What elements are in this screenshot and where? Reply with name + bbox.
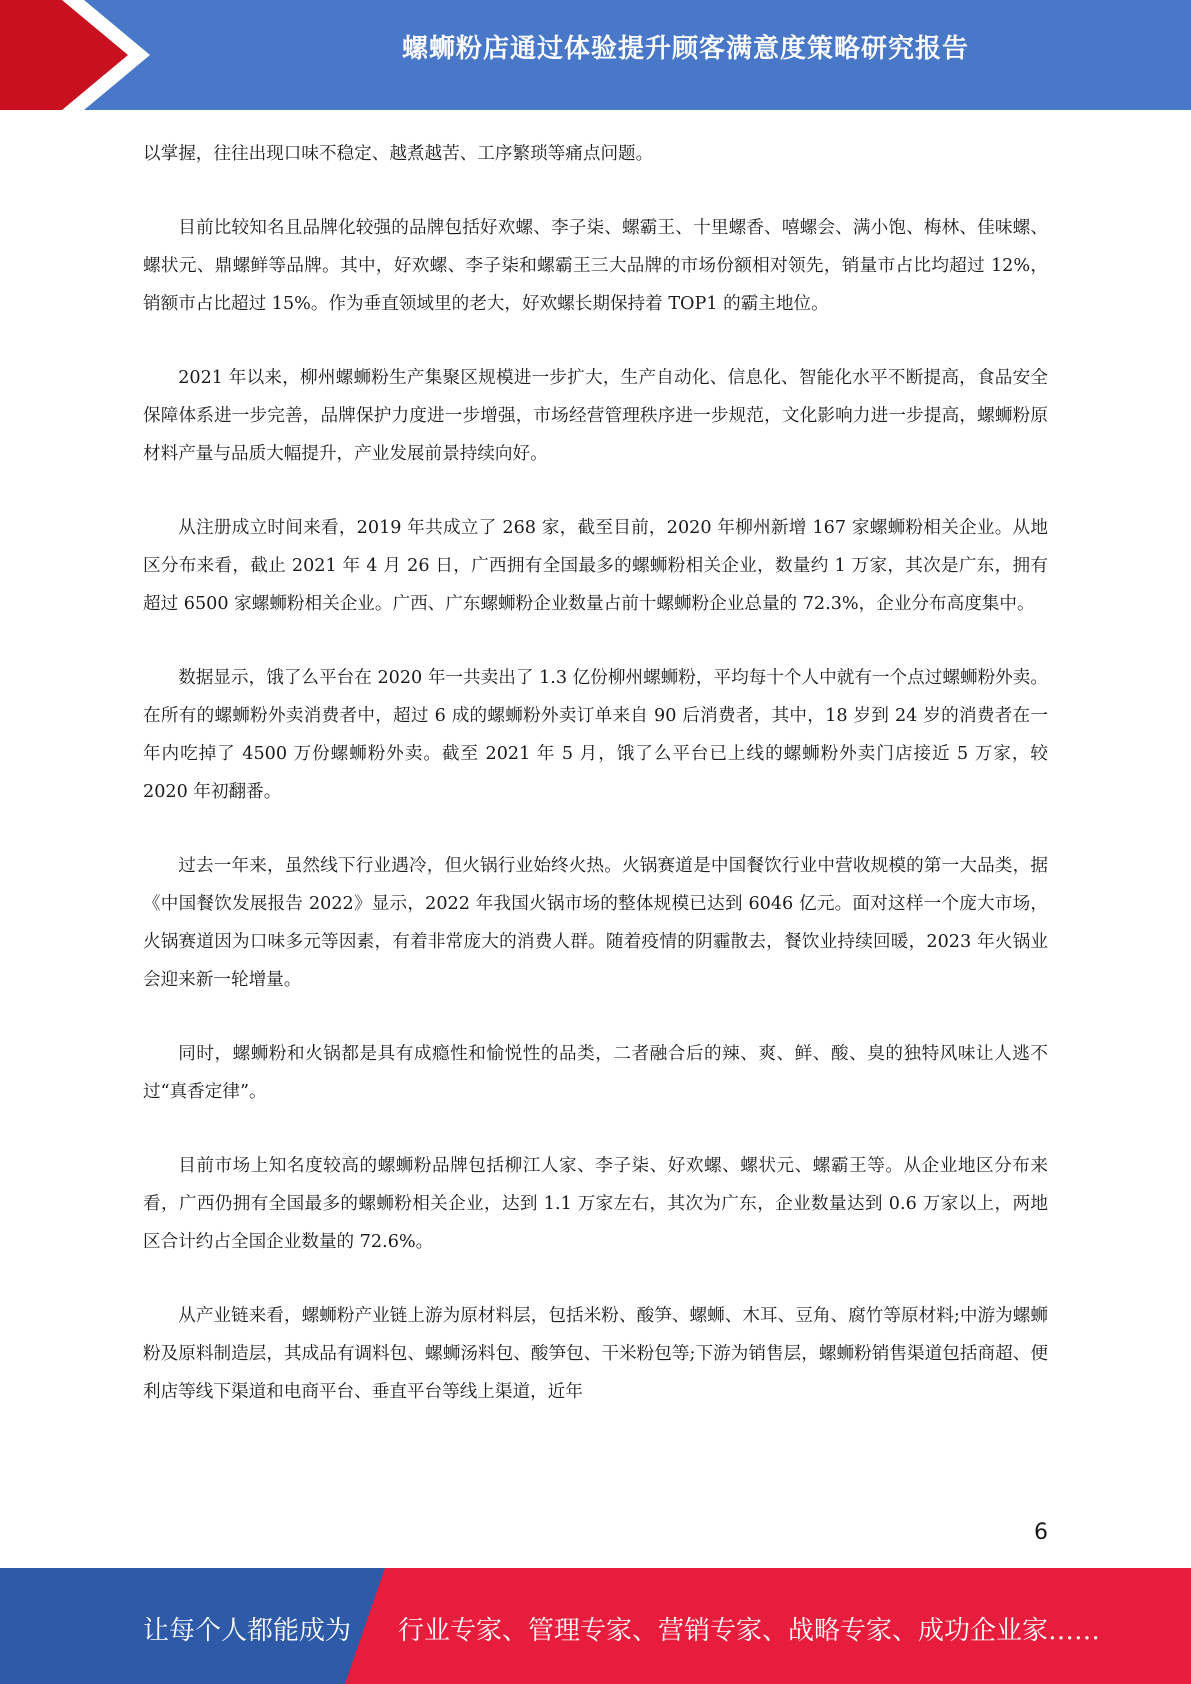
page-header (0, 0, 1191, 110)
paragraph: 同时，螺蛳粉和火锅都是具有成瘾性和愉悦性的品类，二者融合后的辣、爽、鲜、酸、臭的独特风味让人逃不过“真香定律”。 (143, 1044, 1048, 1102)
paragraph: 从注册成立时间来看，2019 年共成立了 268 家，截至目前，2020 年柳州新增 167 家螺蛳粉相关企业。从地区分布来看，截止 2021 年 4 月 26 日，广西拥有全国最多的螺蛳粉相关企业，数量约 1 万家，其次是广东，拥有超过 6500 家螺蛳粉相关企业。广西、广东螺蛳粉企业数量占前十螺蛳粉企业总量的 72.3%，企业分布高度集中。 (143, 518, 1048, 614)
paragraph: 以掌握，往往出现口味不稳定、越煮越苦、工序繁琐等痛点问题。 (143, 144, 654, 164)
paragraph: 2021 年以来，柳州螺蛳粉生产集聚区规模进一步扩大，生产自动化、信息化、智能化水平不断提高，食品安全保障体系进一步完善，品牌保护力度进一步增强，市场经营管理秩序进一步规范，文化影响力进一步提高，螺蛳粉原材料产量与品质大幅提升，产业发展前景持续向好。 (143, 368, 1048, 464)
paragraph: 数据显示，饿了么平台在 2020 年一共卖出了 1.3 亿份柳州螺蛳粉，平均每十个人中就有一个点过螺蛳粉外卖。在所有的螺蛳粉外卖消费者中，超过 6 成的螺蛳粉外卖订单来自 90 后消费者，其中，18 岁到 24 岁的消费者在一年内吃掉了 4500 万份螺蛳粉外卖。截至 2021 年 5 月，饿了么平台已上线的螺蛳粉外卖门店接近 5 万家，较 2020 年初翻番。 (143, 668, 1048, 802)
paragraph: 从产业链来看，螺蛳粉产业链上游为原材料层，包括米粉、酸笋、螺蛳、木耳、豆角、腐竹等原材料;中游为螺蛳粉及原料制造层，其成品有调料包、螺蛳汤料包、酸笋包、干米粉包等;下游为销售层，螺蛳粉销售渠道包括商超、便利店等线下渠道和电商平台、垂直平台等线上渠道，近年 (143, 1306, 1048, 1402)
report-body (143, 135, 1048, 1447)
footer-slogan-right: 行业专家、管理专家、营销专家、战略专家、成功企业家…… (398, 1616, 1101, 1646)
footer-slogan-left: 让每个人都能成为 (143, 1616, 352, 1646)
page-number: 6 (1034, 1520, 1048, 1545)
header-arrow-graphic (0, 0, 160, 110)
paragraph: 目前市场上知名度较高的螺蛳粉品牌包括柳江人家、李子柒、好欢螺、螺状元、螺霸王等。从企业地区分布来看，广西仍拥有全国最多的螺蛳粉相关企业，达到 1.1 万家左右，其次为广东，企业数量达到 0.6 万家以上，两地区合计约占全国企业数量的 72.6%。 (143, 1156, 1048, 1252)
report-title: 螺蛳粉店通过体验提升顾客满意度策略研究报告 (401, 34, 969, 64)
paragraph: 目前比较知名且品牌化较强的品牌包括好欢螺、李子柒、螺霸王、十里螺香、嘻螺会、满小饱、梅林、佳味螺、螺状元、鼎螺鲜等品牌。其中，好欢螺、李子柒和螺霸王三大品牌的市场份额相对领先，销量市占比均超过 12%，销额市占比超过 15%。作为垂直领域里的老大，好欢螺长期保持着 TOP1 的霸主地位。 (143, 218, 1048, 314)
paragraph: 过去一年来，虽然线下行业遇冷，但火锅行业始终火热。火锅赛道是中国餐饮行业中营收规模的第一大品类，据《中国餐饮发展报告 2022》显示，2022 年我国火锅市场的整体规模已达到 6046 亿元。面对这样一个庞大市场，火锅赛道因为口味多元等因素，有着非常庞大的消费人群。随着疫情的阴霾散去，餐饮业持续回暖，2023 年火锅业会迎来新一轮增量。 (143, 856, 1048, 990)
page-footer (0, 1568, 1191, 1684)
